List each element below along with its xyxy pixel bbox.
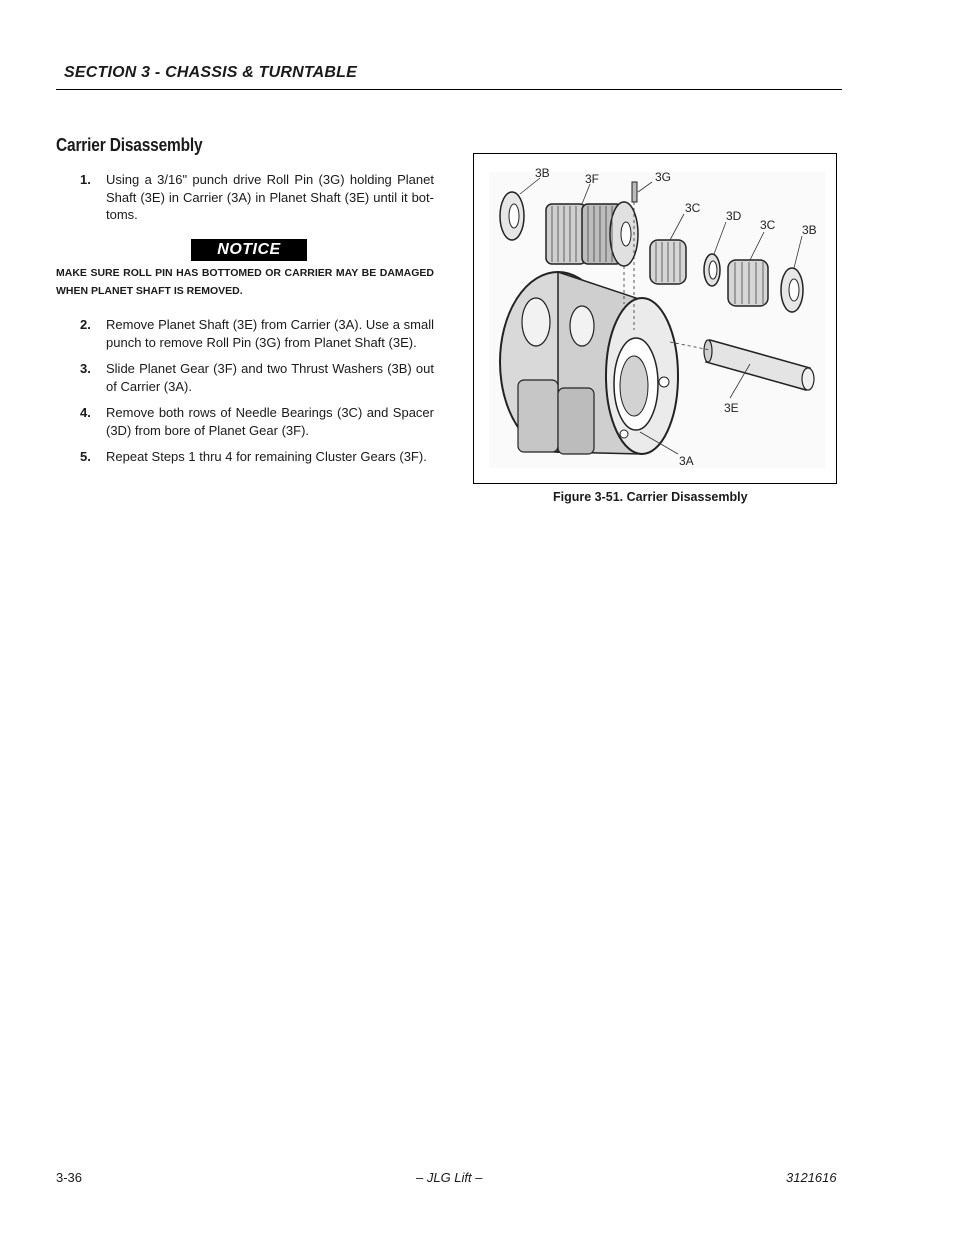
callout-3f: 3F [585,172,600,186]
steps-list-b [56,316,434,466]
callout-3e: 3E [724,401,739,415]
step-1 [56,171,434,224]
step-2 [56,316,434,351]
header-rule [56,89,842,90]
page-number: 3-36 [56,1170,83,1185]
step-5 [56,448,434,466]
section-heading: Carrier Disassembly [56,135,203,155]
step-text: Repeat Steps 1 thru 4 for remaining Cluster Gears (3F). [106,449,427,464]
callout-3g: 3G [655,170,672,184]
thrust-washer-left [500,192,524,240]
step-number: 1. [80,172,91,187]
step-text: Slide Planet Gear (3F) and two Thrust Washers (3B) out of Carrier (3A). [106,361,434,394]
callout-3c-left: 3C [685,201,701,215]
callout-3c-right: 3C [760,218,776,232]
thrust-washer-right [781,268,803,312]
planet-gear-cluster [546,202,638,266]
spacer [704,254,720,286]
footer-brand: – JLG Lift – [416,1170,483,1185]
step-number: 2. [80,317,91,332]
step-text: Remove Planet Shaft (3E) from Carrier (3A). Use a small punch to remove Roll Pin (3G) from Planet Shaft (3E). [106,317,434,350]
roll-pin [632,182,637,202]
notice-label: NOTICE [191,239,307,261]
callout-3a: 3A [679,454,694,468]
callout-3b-left: 3B [535,166,550,180]
step-text: Using a 3/16" punch drive Roll Pin (3G) holding Planet Shaft (3E) in Carrier (3A) in Planet Shaft (3E) until it bottoms. [106,172,434,222]
figure-caption: Figure 3-51. Carrier Disassembly [553,490,748,504]
step-text: Remove both rows of Needle Bearings (3C) and Spacer (3D) from bore of Planet Gear (3F). [106,405,434,438]
carrier-exploded-drawing [474,154,835,482]
needle-bearing-left [650,240,686,284]
callout-3b-right: 3B [802,223,817,237]
notice-text: MAKE SURE ROLL PIN HAS BOTTOMED OR CARRIER MAY BE DAMAGED WHEN PLANET SHAFT IS REMOVED. [56,267,434,297]
needle-bearing-right [728,260,768,306]
step-number: 5. [80,449,91,464]
figure-frame [473,153,837,484]
callout-3d: 3D [726,209,742,223]
document-number: 3121616 [786,1170,837,1185]
steps-list-a [56,171,434,224]
section-title: SECTION 3 - CHASSIS & TURNTABLE [64,64,358,81]
step-3 [56,360,434,395]
step-4 [56,404,434,439]
step-number: 4. [80,405,91,420]
step-number: 3. [80,361,91,376]
